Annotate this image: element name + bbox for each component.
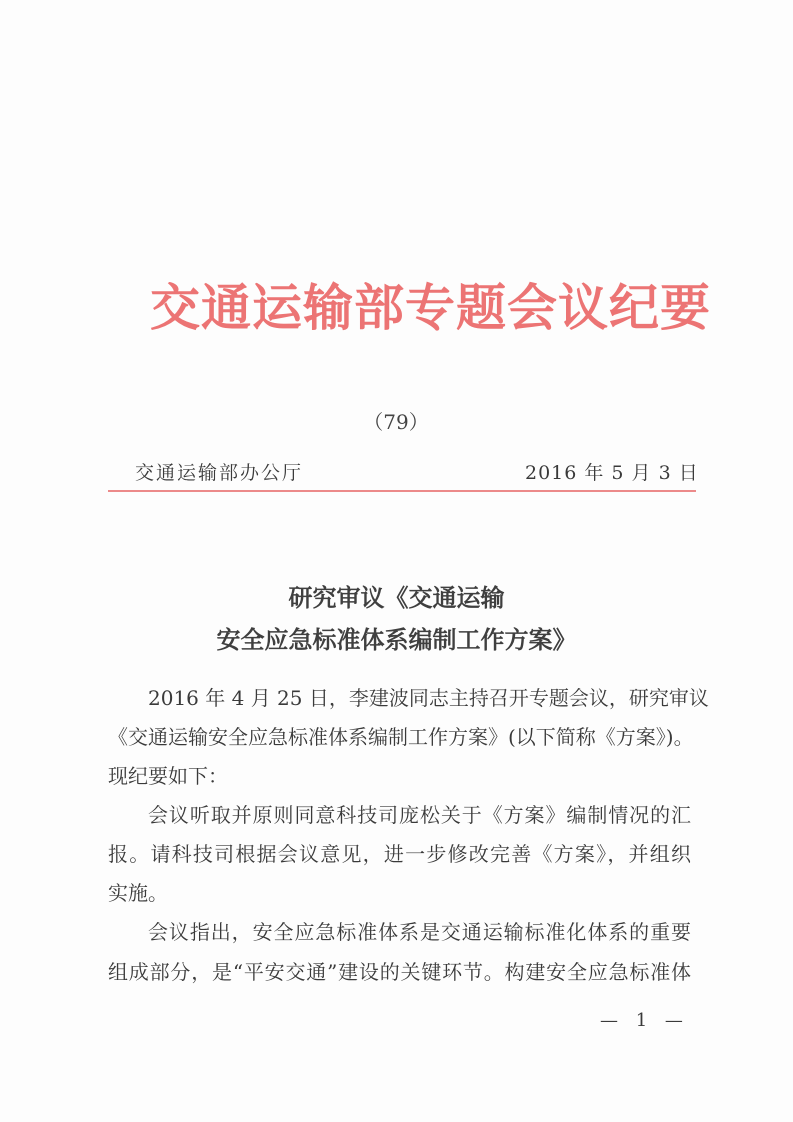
- body-line: 2016 年 4 月 25 日，李建波同志主持召开专题会议，研究审议: [148, 686, 709, 710]
- body-line: 会议听取并原则同意科技司庞松关于《方案》编制情况的汇: [148, 803, 691, 827]
- document-header-title: 交通运输部专题会议纪要: [150, 279, 711, 337]
- document-number: （79）: [363, 410, 429, 434]
- page-number: — 1 —: [600, 1010, 689, 1031]
- doc-title-line-2: 安全应急标准体系编制工作方案》: [216, 625, 577, 654]
- issuer: 交通运输部办公厅: [135, 462, 304, 484]
- red-divider: [108, 490, 696, 492]
- body-line: 报。请科技司根据会议意见，进一步修改完善《方案》，并组织: [108, 842, 691, 866]
- body-line: 实施。: [108, 881, 168, 905]
- body-line: 会议指出，安全应急标准体系是交通运输标准化体系的重要: [148, 920, 691, 944]
- doc-title-line-1: 研究审议《交通运输: [288, 583, 505, 612]
- body-line: 现纪要如下：: [108, 764, 228, 788]
- issue-date: 2016 年 5 月 3 日: [525, 462, 699, 484]
- body-line: 《交通运输安全应急标准体系编制工作方案》(以下简称《方案》)。: [108, 725, 694, 749]
- body-line: 组成部分，是“平安交通”建设的关键环节。构建安全应急标准体: [108, 960, 691, 984]
